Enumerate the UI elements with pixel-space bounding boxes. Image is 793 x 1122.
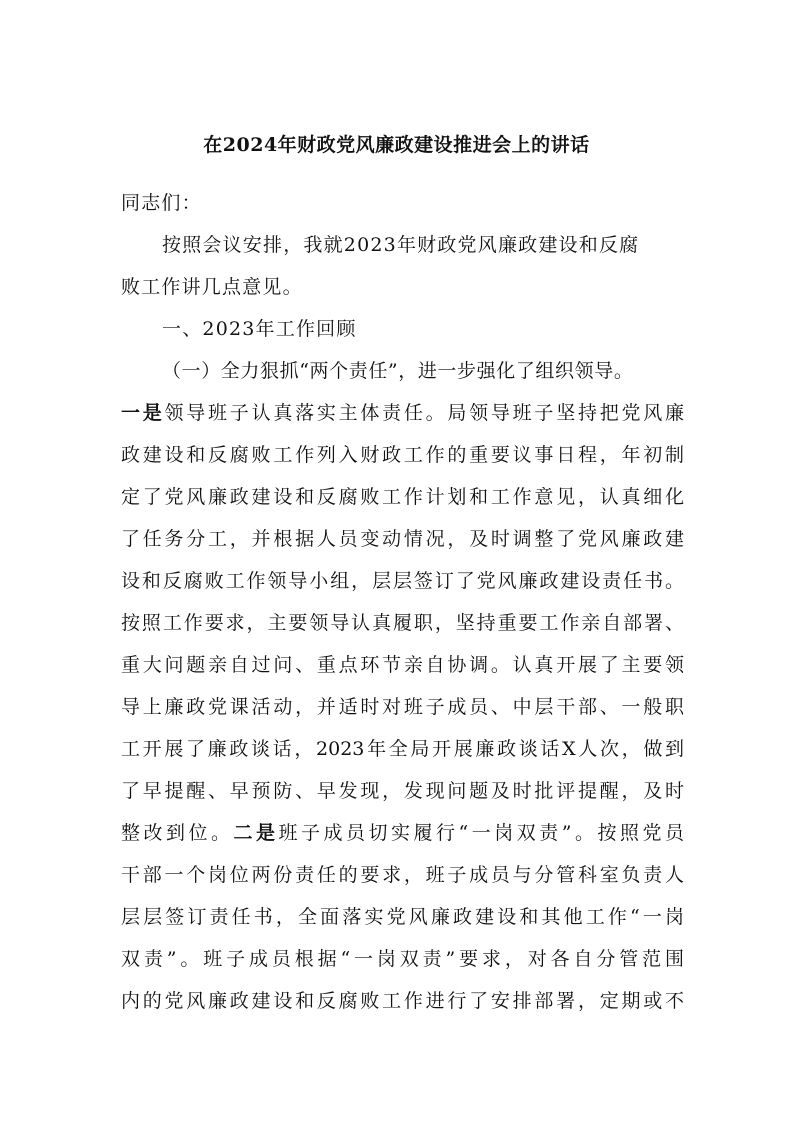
intro-line-2: 败工作讲几点意见。 xyxy=(121,276,303,298)
body-line: 按照工作要求，主要领导认真履职，坚持重要工作亲自部署、 xyxy=(121,612,684,634)
body-line: 定了党风廉政建设和反腐败工作计划和工作意见，认真细化 xyxy=(121,486,684,508)
point-marker-two: 二是 xyxy=(233,822,279,844)
body-text: 整改到位。 xyxy=(121,822,234,844)
body-line: 层层签订责任书，全面落实党风廉政建设和其他工作“一岗 xyxy=(121,906,684,928)
body-text: 领导班子认真落实主体责任。局领导班子坚持把党风廉 xyxy=(164,402,684,424)
body-line: 干部一个岗位两份责任的要求，班子成员与分管科室负责人 xyxy=(121,864,684,886)
document-title: 在2024年财政党风廉政建设推进会上的讲话 xyxy=(203,134,590,156)
section-heading: 一、2023年工作回顾 xyxy=(162,318,357,340)
body-line: 内的党风廉政建设和反腐败工作进行了安排部署，定期或不 xyxy=(121,990,684,1012)
body-text: 班子成员切实履行“一岗双责”。按照党员 xyxy=(278,822,684,844)
body-line: 设和反腐败工作领导小组，层层签订了党风廉政建设责任书。 xyxy=(121,570,684,592)
body-line xyxy=(121,818,684,848)
intro-line-1: 按照会议安排，我就2023年财政党风廉政建设和反腐 xyxy=(162,234,640,256)
salutation: 同志们： xyxy=(121,192,202,214)
body-line: 重大问题亲自过问、重点环节亲自协调。认真开展了主要领 xyxy=(121,654,684,676)
body-line: 了早提醒、早预防、早发现，发现问题及时批评提醒，及时 xyxy=(121,780,684,802)
body-line: 政建设和反腐败工作列入财政工作的重要议事日程，年初制 xyxy=(121,444,684,466)
subsection-heading: （一）全力狠抓“两个责任”，进一步强化了组织领导。 xyxy=(162,360,634,382)
body-line: 双责”。班子成员根据“一岗双责”要求，对各自分管范围 xyxy=(121,948,684,970)
body-line: 工开展了廉政谈话，2023年全局开展廉政谈话X人次，做到 xyxy=(121,738,684,760)
point-marker-one: 一是 xyxy=(121,402,165,424)
body-line: 了任务分工，并根据人员变动情况，及时调整了党风廉政建 xyxy=(121,528,684,550)
body-line xyxy=(121,398,684,428)
body-line: 导上廉政党课活动，并适时对班子成员、中层干部、一般职 xyxy=(121,696,684,718)
